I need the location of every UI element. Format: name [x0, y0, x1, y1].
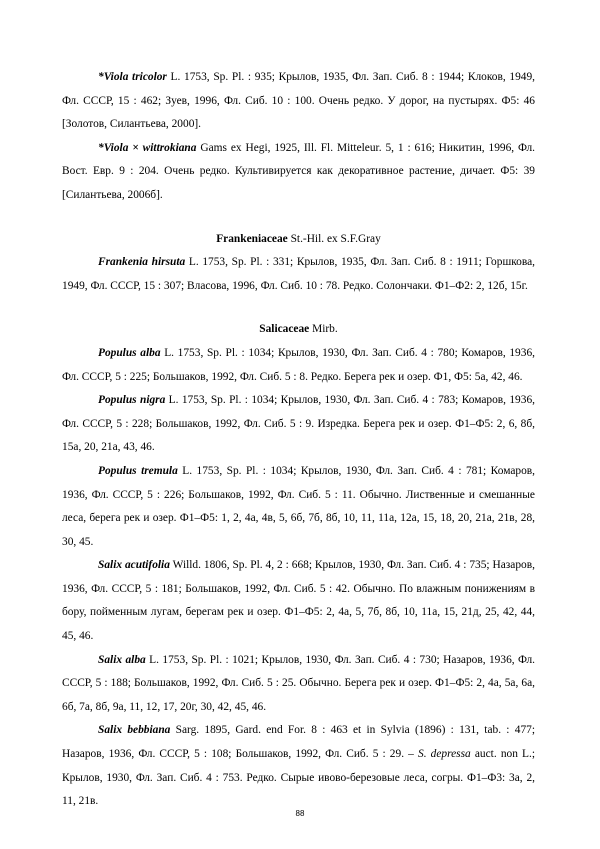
species-name: *Viola × wittrokiana — [98, 141, 197, 154]
family-author: Mirb. — [309, 323, 338, 336]
synonym-name: S. depressa — [418, 748, 471, 761]
species-entry — [62, 389, 535, 460]
page-number: 88 — [295, 809, 305, 818]
species-name: *Viola tricolor — [98, 71, 167, 83]
species-text: L. 1753, Sp. Pl. : 1034; Крылов, 1930, Фл. Зап. Сиб. 4 : 781; Комаров, 1936, Фл. СССР, 5 : 226; Большаков, 1992, Фл. Сиб. 5 : 11. Обычно. Лиственные и смешанные леса, берега рек и озер. Ф1–Ф5: 1, 2, 4а, 4в, 5, 6б, 7б, 8б, 10, 11, 11а, 12а, 15, 18, 20, 21а, 21в, 28, 30, 45. — [62, 464, 535, 548]
family-author: St.-Hil. ex S.F.Gray — [287, 232, 381, 245]
species-text: L. 1753, Sp. Pl. : 1021; Крылов, 1930, Фл. Зап. Сиб. 4 : 730; Назаров, 1936, Фл. СССР, 5 : 188; Большаков, 1992, Фл. Сиб. 5 : 25. Обычно. Берега рек и озер. Ф1–Ф5: 2, 4а, 5а, 6а, 6б, 7а, 8б, 9а, 11, 12, 17, 20г, 30, 42, 45, 46. — [62, 653, 536, 713]
species-entry — [62, 342, 535, 389]
species-entry — [62, 137, 535, 208]
species-name: Populus alba — [98, 346, 161, 359]
species-text: auct. non L.; Крылов, 1930, Фл. Зап. Сиб. 4 : 753. Редко. Сырые ивово-березовые леса, согры. Ф1–Ф3: 3а, 2, 11, 21в. — [62, 748, 536, 808]
document-page — [62, 66, 535, 814]
species-name: Salix acutifolia — [98, 559, 170, 572]
species-entry — [62, 554, 535, 648]
species-text: Sarg. 1895, Gard. end For. 8 : 463 et in Sylvia (1896) : 131, tab. : 477; Назаров, 1936, Фл. СССР, 5 : 108; Большаков, 1992, Фл. Сиб. 5 : 29. – — [62, 724, 535, 761]
family-heading-salicaceae — [62, 318, 535, 342]
family-name: Frankeniaceae — [216, 232, 288, 245]
species-text: L. 1753, Sp. Pl. : 935; Крылов, 1935, Фл. Зап. Сиб. 8 : 1944; Клоков, 1949, Фл. СССР, 15 : 462; Зуев, 1996, Фл. Сиб. 10 : 100. Очень редко. У дорог, на пустырях. Ф5: 46 [Золотов, Силантьева, 2000]. — [62, 71, 535, 131]
family-heading-frankeniaceae — [62, 228, 535, 252]
species-entry — [62, 649, 535, 720]
species-text: L. 1753, Sp. Pl. : 1034; Крылов, 1930, Фл. Зап. Сиб. 4 : 780; Комаров, 1936, Фл. СССР, 5 : 225; Большаков, 1992, Фл. Сиб. 5 : 8. Редко. Берега рек и озер. Ф1, Ф5: 5а, 42, 46. — [62, 346, 535, 383]
species-text: L. 1753, Sp. Pl. : 331; Крылов, 1935, Фл. Зап. Сиб. 8 : 1911; Горшкова, 1949, Фл. СССР, 15 : 307; Власова, 1996, Фл. Сиб. 10 : 78. Редко. Солончаки. Ф1–Ф2: 2, 12б, 15г. — [62, 256, 535, 292]
species-text: Gams ex Hegi, 1925, Ill. Fl. Mitteleur. 5, 1 : 616; Никитин, 1996, Фл. Вост. Евр. 9 : 204. Очень редко. Культивируется как декоративное растение, дичает. Ф5: 39 [Силантьева, 2006б]. — [62, 141, 536, 201]
species-entry — [62, 66, 535, 137]
species-name: Salix alba — [98, 653, 146, 666]
species-name: Populus tremula — [98, 464, 178, 477]
species-entry — [62, 719, 535, 813]
species-text: Willd. 1806, Sp. Pl. 4, 2 : 668; Крылов, 1930, Фл. Зап. Сиб. 4 : 735; Назаров, 1936, Фл. СССР, 5 : 181; Большаков, 1992, Фл. Сиб. 5 : 42. Обычно. По влажным понижениям в бору, пойменным лугам, берегам рек и озер. Ф1–Ф5: 2, 4а, 5, 7б, 8б, 10, 11а, 15, 21д, 25, 42, 44, 45, 46. — [62, 559, 535, 643]
species-name: Salix bebbiana — [98, 724, 171, 737]
species-text: L. 1753, Sp. Pl. : 1034; Крылов, 1930, Фл. Зап. Сиб. 4 : 783; Комаров, 1936, Фл. СССР, 5 : 228; Большаков, 1992, Фл. Сиб. 5 : 9. Изредка. Берега рек и озер. Ф1–Ф5: 2, 6, 8б, 15а, 20, 21а, 43, 46. — [62, 394, 535, 454]
family-name: Salicaceae — [259, 323, 310, 336]
species-name: Frankenia hirsuta — [98, 256, 186, 269]
species-name: Populus nigra — [98, 394, 166, 407]
species-entry — [62, 251, 535, 298]
species-entry — [62, 460, 535, 554]
